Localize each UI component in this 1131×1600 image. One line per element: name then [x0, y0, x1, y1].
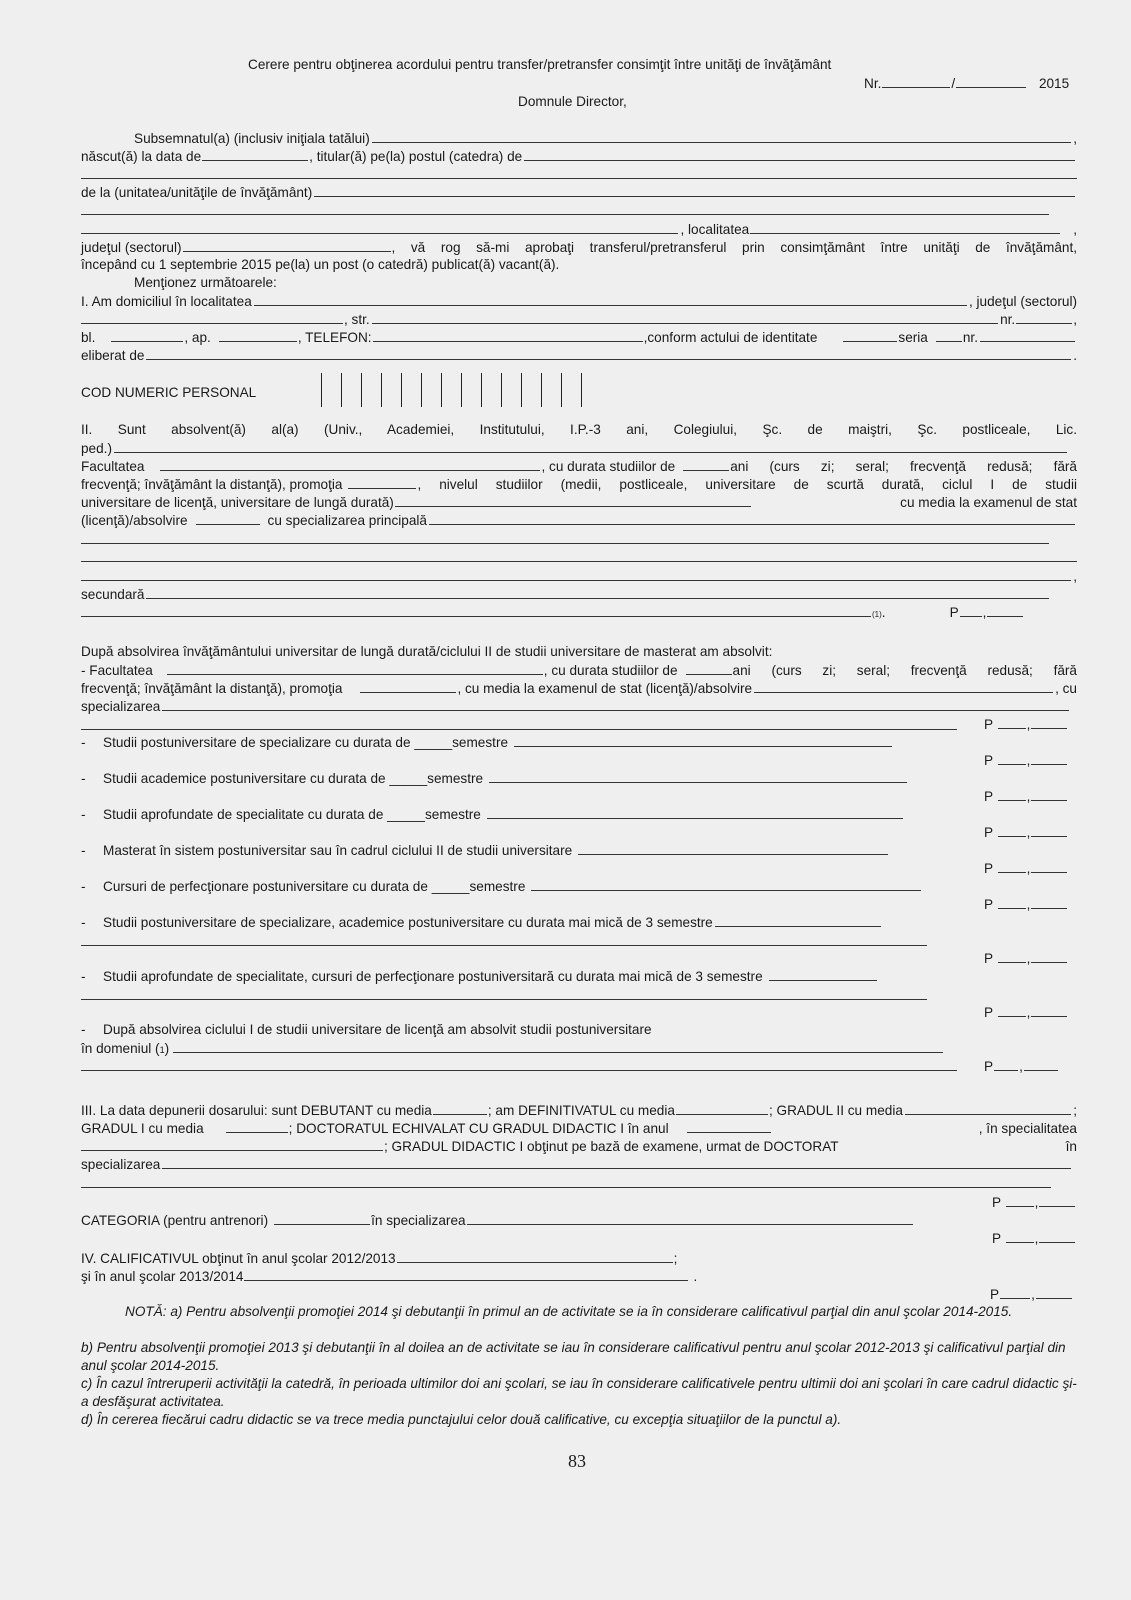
row-gradul-examene: ; GRADUL DIDACTIC I obţinut pe bază de examene, urmat de DOCTORAT în — [81, 1137, 1077, 1156]
cnp-digit-box[interactable] — [441, 373, 461, 407]
score-p: P , — [992, 1193, 1076, 1212]
grad2-grade-field[interactable] — [905, 1101, 1071, 1115]
row-eliberat: eliberat de . — [81, 348, 1077, 363]
issued-by-field[interactable] — [146, 346, 1071, 360]
row-licenta: (licenţă)/absolvire cu specializarea principală — [81, 511, 1077, 530]
list-item: - Studii aprofundate de specialitate, cursuri de perfecţionare postuniversitară cu durata mai mică de 3 semestre — [81, 967, 1077, 986]
domain-field-2[interactable] — [81, 1057, 957, 1071]
faculty-field[interactable] — [160, 457, 540, 471]
cnp-digit-box[interactable] — [501, 373, 521, 407]
phone-field[interactable] — [373, 328, 643, 342]
score-p: P , — [984, 823, 1068, 842]
row-specializarea-3: specializarea — [81, 1155, 1077, 1174]
blank-line[interactable] — [81, 561, 1077, 562]
secondary-spec-field[interactable] — [146, 585, 1049, 599]
score-p: P , — [984, 859, 1068, 878]
county-field[interactable] — [183, 238, 391, 252]
cnp-digit-box[interactable] — [321, 373, 341, 407]
blank-line[interactable] — [81, 214, 1049, 215]
row-domiciliu: I. Am domiciliul în localitatea , judeţul (sectorul) — [81, 294, 1077, 309]
id-series-field[interactable] — [936, 328, 962, 342]
row-calificativ-1: IV. CALIFICATIVUL obţinut în anul şcolar 2012/2013 ; — [81, 1251, 678, 1266]
score-p: P , — [984, 751, 1068, 770]
id-number-field[interactable] — [980, 328, 1075, 342]
row-dupa-absolvirea: După absolvirea învăţământului universitar de lungă durată/ciclului II de studii universitare de masterat am absolvit: — [81, 644, 773, 659]
blank-line[interactable] — [81, 945, 927, 946]
list-item: - După absolvirea ciclului I de studii universitare de licenţă am absolvit studii postuniversitare — [81, 1022, 652, 1037]
cnp-grid[interactable] — [321, 373, 582, 407]
row-str: , str. nr. , — [81, 310, 1077, 329]
row-de-la: de la (unitatea/unităţile de învăţământ) — [81, 183, 1077, 202]
row-fac-2: - Facultatea , cu durata studiilor de ani (curs zi; seral; frecvenţă redusă; fără — [81, 663, 1077, 678]
row-nascut: născut(ă) la data de , titular(ă) pe(la) postul (catedra) de — [81, 147, 1077, 166]
nr-date-field[interactable] — [956, 74, 1026, 88]
blank-line[interactable] — [81, 567, 1071, 581]
page-number: 83 — [568, 1451, 586, 1471]
cnp-digit-box[interactable] — [561, 373, 582, 407]
qualification-2013-field[interactable] — [397, 1249, 673, 1263]
street-nr-field[interactable] — [1016, 310, 1072, 324]
duration-2-field[interactable] — [686, 661, 732, 675]
row-domeniul: în domeniul ( 1 ) — [81, 1039, 1077, 1059]
definitivat-grade-field[interactable] — [676, 1101, 768, 1115]
salutation: Domnule Director, — [518, 94, 627, 109]
duration-field[interactable] — [683, 457, 729, 471]
name-field[interactable] — [372, 129, 1071, 143]
score-p: P , — [984, 895, 1068, 914]
cnp-digit-box[interactable] — [461, 373, 481, 407]
cnp-digit-box[interactable] — [421, 373, 441, 407]
blank-line[interactable] — [81, 178, 1077, 179]
score-p: P , — [984, 949, 1068, 968]
blank-line[interactable] — [81, 543, 1049, 544]
blank-line[interactable] — [81, 1187, 1051, 1188]
row-localitatea: , localitatea , — [81, 220, 1077, 239]
score-p: P , — [992, 1229, 1076, 1248]
row-mentionez: Menţionez următoarele: — [134, 275, 277, 290]
request-number: Nr. / 2015 — [864, 76, 1070, 91]
row-categoria: CATEGORIA (pentru antrenori) în specializarea — [81, 1211, 1077, 1230]
cnp-digit-box[interactable] — [361, 373, 381, 407]
row-blank-comma: , — [81, 567, 1077, 586]
block-field[interactable] — [111, 328, 183, 342]
id-type-field[interactable] — [843, 328, 897, 342]
row-facultatea: Facultatea , cu durata studiilor de ani (curs zi; seral; frecvenţă redusă; fără — [81, 459, 1077, 474]
form-title: Cerere pentru obţinerea acordului pentru transfer/pretransfer consimţit între unităţi de învăţământ — [248, 57, 832, 72]
row-debutant: III. La data depunerii dosarului: sunt DEBUTANT cu media ; am DEFINITIVATUL cu media ; GRADUL II cu media ; — [81, 1103, 1077, 1118]
grade-field[interactable] — [196, 511, 260, 525]
score-field-2[interactable] — [987, 603, 1023, 617]
row-incepand: începând cu 1 septembrie 2015 pe(la) un post (o catedră) publicat(ă) vacant(ă). — [81, 257, 560, 272]
score-p: P , — [984, 787, 1068, 806]
street-field[interactable] — [372, 310, 998, 324]
row-secundara-2: $_{(1)}$ . P , — [81, 603, 1077, 624]
row-bl: bl. , ap. , TELEFON: ,conform actului de identitate seria nr. — [81, 328, 1077, 347]
study-level-field[interactable] — [395, 493, 751, 507]
grad1-grade-field[interactable] — [226, 1119, 288, 1133]
list-item: - Studii postuniversitare de specializare, academice postuniversitare cu durata mai mică de 3 semestre — [81, 913, 1077, 932]
row-calificativ-2: şi în anul şcolar 2013/2014 . — [81, 1269, 698, 1284]
list-item: - Cursuri de perfecţionare postuniversitare cu durata de _____semestre — [81, 877, 1077, 896]
cnp-label: COD NUMERIC PERSONAL — [81, 385, 257, 400]
note-d: d) În cererea fiecărui cadru didactic se va trece media punctajului celor două calificative, cu excepţia situaţiilor de la punctul a). — [81, 1412, 842, 1427]
note-c: c) În cazul întreruperii activităţii la catedră, în perioada ultimilor doi ani şcolari, se iau în considerare calificativele pentru ultimii doi ani şcolari în care cadrul didactic şi-a desfăşurat activitatea. — [81, 1376, 1077, 1409]
score-p: P , — [984, 715, 1068, 734]
category-spec-field[interactable] — [467, 1211, 913, 1225]
unit-field-2[interactable] — [81, 220, 678, 234]
row-secundara: secundară — [81, 585, 1077, 604]
domain-field[interactable] — [173, 1039, 943, 1053]
row-frecventa-2: frecvenţă; învăţământ la distanţă), promoţia , cu media la examenul de stat (licenţă)/absolvire , cu — [81, 681, 1077, 696]
locality-field[interactable] — [750, 220, 1060, 234]
county-residence-field[interactable] — [81, 310, 343, 324]
promotion-2-field[interactable] — [360, 679, 456, 693]
row-specializarea-2: specializarea — [81, 697, 1077, 716]
row-absolvent: II. Sunt absolvent(ă) al(a) (Univ., Academiei, Institutului, I.P.-3 ani, Colegiului, Şc. de maiştri, Şc. postliceale, Lic. — [81, 422, 1077, 437]
cnp-digit-box[interactable] — [381, 373, 401, 407]
speciality-field[interactable] — [81, 1137, 383, 1151]
score-p: P , — [984, 1003, 1068, 1022]
unit-field[interactable] — [314, 183, 1075, 197]
spec-3-field[interactable] — [162, 1155, 1071, 1169]
row-judetul: judeţul (sectorul) , vă rog să-mi aprobaţi transferul/pretransferul prin consimţământ între unităţi de învăţământ, — [81, 240, 1077, 255]
note-b: b) Pentru absolvenţii promoţiei 2013 şi debutanţii în al doilea an de activitate se iau în considerare calificativul pentru anul şcolar 2012-2013 şi calificativul parţial din anul şcolar 2014-2015. — [81, 1340, 1066, 1373]
grade-2-field[interactable] — [754, 679, 1053, 693]
residence-field[interactable] — [254, 292, 967, 306]
row-subsemnatul: Subsemnatul(a) (inclusiv iniţiala tatălui) , — [134, 131, 1077, 146]
list-item: - Studii academice postuniversitare cu durata de _____semestre — [81, 769, 1077, 788]
cnp-digit-box[interactable] — [401, 373, 421, 407]
list-item: - Studii postuniversitare de specializare cu durata de _____semestre — [81, 733, 1077, 752]
category-field[interactable] — [274, 1211, 370, 1225]
secondary-spec-field-2[interactable] — [81, 603, 871, 617]
cnp-digit-box[interactable] — [481, 373, 501, 407]
institution-field[interactable] — [114, 439, 1067, 453]
blank-line[interactable] — [81, 729, 957, 730]
blank-line[interactable] — [81, 999, 927, 1000]
qualification-2014-field[interactable] — [244, 1267, 688, 1281]
list-item: - Masterat în sistem postuniversitar sau în cadrul ciclului II de studii universitare — [81, 841, 1077, 860]
faculty-2-field[interactable] — [167, 661, 543, 675]
row-domeniul-2: P , — [81, 1057, 1077, 1076]
list-item: - Studii aprofundate de specialitate cu durata de _____semestre — [81, 805, 1077, 824]
doctorate-year-field[interactable] — [687, 1119, 771, 1133]
note-a: NOTĂ: a) Pentru absolvenţii promoţiei 2014 şi debutanţii în primul an de activitate se ia în considerare calificativul parţial din anul şcolar 2014-2015. — [125, 1304, 1013, 1319]
nr-field[interactable] — [882, 74, 950, 88]
main-spec-field[interactable] — [429, 511, 1075, 525]
row-ped: ped.) — [81, 439, 1077, 458]
cnp-digit-box[interactable] — [541, 373, 561, 407]
row-frecventa: frecvenţă; învăţământ la distanţă), promoţia , nivelul studiilor (medii, postliceale, universitare de scurtă durată, ciclul I de studii — [81, 477, 1077, 492]
debutant-grade-field[interactable] — [433, 1101, 487, 1115]
score-field[interactable] — [960, 603, 982, 617]
spec-2-field[interactable] — [162, 697, 1069, 711]
promotion-field[interactable] — [348, 475, 416, 489]
cnp-digit-box[interactable] — [341, 373, 361, 407]
row-univ: universitare de licenţă, universitare de lungă durată) cu media la examenul de stat — [81, 495, 1077, 510]
score-p: P , — [990, 1285, 1073, 1304]
post-field[interactable] — [524, 147, 1075, 161]
apartment-field[interactable] — [219, 328, 297, 342]
row-gradul1: GRADUL I cu media ; DOCTORATUL ECHIVALAT CU GRADUL DIDACTIC I în anul , în specialitatea — [81, 1121, 1077, 1136]
birthdate-field[interactable] — [202, 147, 308, 161]
cnp-digit-box[interactable] — [521, 373, 541, 407]
